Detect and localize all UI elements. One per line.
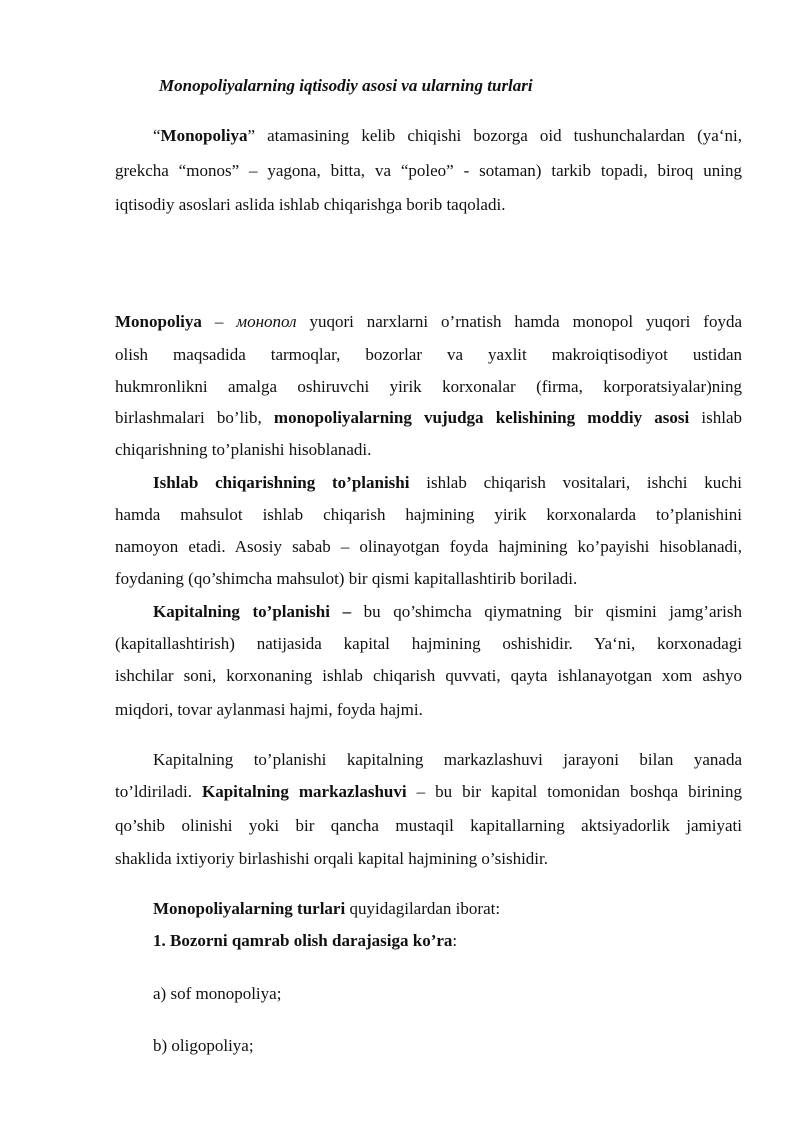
- paragraph-4-line-1: [153, 602, 742, 622]
- types-heading: [153, 899, 742, 919]
- document-title: Monopoliyalarning iqtisodiy asosi va ularning turlari: [159, 76, 533, 95]
- paragraph-1-line-1: [153, 126, 742, 146]
- term-capital-concentration: Kapitalning to’planishi –: [153, 602, 352, 621]
- term-monopoliya: Monopoliya: [160, 126, 248, 145]
- term-production-concentration: Ishlab chiqarishning to’planishi: [153, 473, 410, 492]
- paragraph-2-line-1: [115, 312, 742, 332]
- term-monopoly-types: Monopoliyalarning turlari: [153, 899, 346, 918]
- paragraph-5-line-2: [115, 782, 742, 802]
- paragraph-3-line-2: hamda mahsulot ishlab chiqarish hajmining yirik korxonalarda to’planishini: [115, 505, 742, 524]
- open-quote: “: [153, 126, 161, 145]
- term-capital-centralization: Kapitalning markazlashuvi: [201, 782, 407, 801]
- text-span: yuqori narxlarni o’rnatish hamda monopol yuqori foyda: [296, 312, 742, 331]
- paragraph-1-line-2: grekcha “monos” – yagona, bitta, va “poleo” - sotaman) tarkib topadi, biroq uning: [115, 161, 742, 180]
- list-item-b: b) oligopoliya;: [153, 1036, 254, 1055]
- paragraph-3-line-3: namoyon etadi. Asosiy sabab – olinayotgan foyda hajmining ko’payishi hisoblanadi,: [115, 537, 742, 556]
- russian-term: монопол: [236, 312, 297, 331]
- text-span: :: [452, 931, 458, 950]
- text-span: quyidagilardan iborat:: [345, 899, 501, 918]
- term-monopoliya-definition: Monopoliya: [115, 312, 202, 331]
- paragraph-4-line-2: (kapitallashtirish) natijasida kapital hajmining oshishidir. Ya‘ni, korxonadagi: [115, 634, 742, 653]
- text-span: –: [201, 312, 237, 331]
- paragraph-3-line-1: [153, 473, 742, 493]
- paragraph-5-line-3: qo’shib olinishi yoki bir qancha mustaqil kapitallarning aktsiyadorlik jamiyati: [115, 816, 742, 835]
- text-span: ishlab: [689, 408, 743, 427]
- text-span: bu qo’shimcha qiymatning bir qismini jamg’arish: [351, 602, 743, 621]
- list-item-a: a) sof monopoliya;: [153, 984, 282, 1003]
- paragraph-2-line-2: olish maqsadida tarmoqlar, bozorlar va yaxlit makroiqtisodiyot ustidan: [115, 345, 742, 364]
- paragraph-2-line-3: hukmronlikni amalga oshiruvchi yirik korxonalar (firma, korporatsiyalar)ning: [115, 377, 742, 396]
- text-span: to’ldiriladi.: [115, 782, 202, 801]
- text-span: – bu bir kapital tomonidan boshqa birining: [406, 782, 742, 801]
- term-material-basis: monopoliyalarning vujudga kelishining moddiy asosi: [273, 408, 690, 427]
- text-span: ishlab chiqarish vositalari, ishchi kuchi: [409, 473, 743, 492]
- paragraph-4-line-3: ishchilar soni, korxonaning ishlab chiqarish quvvati, qayta ishlanayotgan xom ashyo: [115, 666, 742, 685]
- paragraph-5-line-4: shaklida ixtiyoriy birlashishi orqali kapital hajmining o’sishidir.: [115, 849, 548, 868]
- paragraph-2-line-4: [115, 408, 742, 428]
- paragraph-5-line-1: Kapitalning to’planishi kapitalning markazlashuvi jarayoni bilan yanada: [153, 750, 742, 769]
- subheading-market-coverage: 1. Bozorni qamrab olish darajasiga ko’ra: [153, 931, 453, 950]
- paragraph-1-line-3: iqtisodiy asoslari aslida ishlab chiqarishga borib taqoladi.: [115, 195, 506, 214]
- text-span: birlashmalari bo’lib,: [115, 408, 274, 427]
- paragraph-4-line-4: miqdori, tovar aylanmasi hajmi, foyda hajmi.: [115, 700, 423, 719]
- text-span: ” atamasining kelib chiqishi bozorga oid tushunchalardan (ya‘ni,: [247, 126, 742, 145]
- types-subheading: [153, 931, 742, 951]
- paragraph-2-line-5: chiqarishning to’planishi hisoblanadi.: [115, 440, 372, 459]
- paragraph-3-line-4: foydaning (qo’shimcha mahsulot) bir qismi kapitallashtirib boriladi.: [115, 569, 578, 588]
